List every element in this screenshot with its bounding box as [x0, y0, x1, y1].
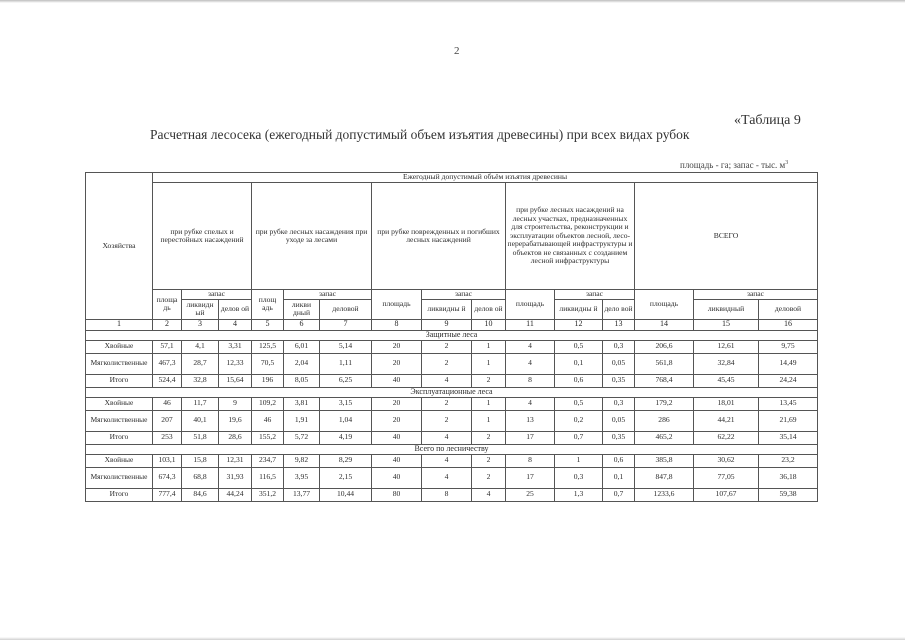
table-cell: 179,2	[635, 397, 694, 410]
header-liquid: ликвидны й	[555, 299, 603, 319]
header-stock: запас	[555, 290, 635, 300]
table-cell: 80	[372, 488, 422, 501]
table-cell: 20	[372, 353, 422, 374]
table-cell: 4	[506, 397, 555, 410]
table-cell: 10,44	[320, 488, 372, 501]
table-cell: 0,1	[555, 353, 603, 374]
column-number: 12	[555, 319, 603, 330]
column-number: 4	[219, 319, 252, 330]
table-cell: 17	[506, 431, 555, 444]
column-number: 16	[759, 319, 818, 330]
table-row	[86, 374, 818, 387]
table-cell: 4	[506, 353, 555, 374]
section-row	[86, 387, 818, 397]
table-cell: 40	[372, 431, 422, 444]
table-cell: 116,5	[252, 467, 284, 488]
table-cell: 40	[372, 454, 422, 467]
table-cell: 20	[372, 397, 422, 410]
table-cell: 15,8	[182, 454, 219, 467]
table-cell: 1,04	[320, 410, 372, 431]
header-group-total: ВСЕГО	[635, 183, 818, 290]
header-stock: запас	[284, 290, 372, 300]
units-note	[680, 160, 788, 170]
table-cell: 45,45	[694, 374, 759, 387]
table-cell: 1	[472, 410, 506, 431]
column-number: 15	[694, 319, 759, 330]
header-liquid: ликвидный	[694, 299, 759, 319]
column-number: 2	[153, 319, 182, 330]
column-number: 10	[472, 319, 506, 330]
table-cell: 0,6	[603, 454, 635, 467]
table-cell: 103,1	[153, 454, 182, 467]
table-cell: 351,2	[252, 488, 284, 501]
table-cell: 35,14	[759, 431, 818, 444]
column-number: 11	[506, 319, 555, 330]
table-cell: 3,15	[320, 397, 372, 410]
column-number-row	[86, 319, 818, 330]
table-cell: 40	[372, 374, 422, 387]
table-cell: 31,93	[219, 467, 252, 488]
table-cell: 107,67	[694, 488, 759, 501]
table-cell: 234,7	[252, 454, 284, 467]
table-cell: 6,01	[284, 340, 320, 353]
table-cell: 8	[422, 488, 472, 501]
row-label: Итого	[86, 488, 153, 501]
column-number: 1	[86, 319, 153, 330]
table-cell: 2	[472, 467, 506, 488]
table-cell: 2	[422, 353, 472, 374]
header-commercial: делов ой	[219, 299, 252, 319]
table-cell: 46	[153, 397, 182, 410]
section-row	[86, 330, 818, 340]
table-cell: 4,1	[182, 340, 219, 353]
page-number: 2	[454, 45, 460, 57]
table-cell: 0,35	[603, 431, 635, 444]
column-number: 3	[182, 319, 219, 330]
table-cell: 8	[506, 454, 555, 467]
table-cell: 0,3	[603, 397, 635, 410]
column-number: 14	[635, 319, 694, 330]
header-commercial: дело вой	[603, 299, 635, 319]
table-cell: 3,31	[219, 340, 252, 353]
table-cell: 207	[153, 410, 182, 431]
table-cell: 19,6	[219, 410, 252, 431]
row-label: Итого	[86, 431, 153, 444]
row-label: Хвойные	[86, 454, 153, 467]
table-row	[86, 467, 818, 488]
table-cell: 62,22	[694, 431, 759, 444]
table-cell: 465,2	[635, 431, 694, 444]
header-liquid: ликвидн ый	[182, 299, 219, 319]
header-stock: запас	[182, 290, 252, 300]
header-stock: запас	[422, 290, 506, 300]
table-cell: 3,95	[284, 467, 320, 488]
table-cell: 68,8	[182, 467, 219, 488]
table-row	[86, 454, 818, 467]
row-label: Хвойные	[86, 397, 153, 410]
table-cell: 15,64	[219, 374, 252, 387]
table-cell: 2	[472, 374, 506, 387]
table-cell: 777,4	[153, 488, 182, 501]
table-row	[86, 340, 818, 353]
table-cell: 40	[372, 467, 422, 488]
section-title: Эксплуатационные леса	[86, 387, 818, 397]
table-cell: 2	[472, 431, 506, 444]
table-cell: 847,8	[635, 467, 694, 488]
table-cell: 59,38	[759, 488, 818, 501]
table-cell: 0,3	[603, 340, 635, 353]
table-cell: 0,05	[603, 353, 635, 374]
section-title: Защитные леса	[86, 330, 818, 340]
table-cell: 4	[472, 488, 506, 501]
table-cell: 4	[422, 454, 472, 467]
table-cell: 4	[422, 374, 472, 387]
header-commercial: деловой	[320, 299, 372, 319]
units-superscript: 3	[785, 160, 789, 166]
table-cell: 4	[422, 431, 472, 444]
table-cell: 1	[472, 397, 506, 410]
table-cell: 2,04	[284, 353, 320, 374]
table-cell: 0,7	[555, 431, 603, 444]
table-cell: 28,6	[219, 431, 252, 444]
table-cell: 0,7	[603, 488, 635, 501]
table-cell: 0,05	[603, 410, 635, 431]
table-cell: 385,8	[635, 454, 694, 467]
table-cell: 17	[506, 467, 555, 488]
header-group-construction: при рубке лесных насаждений на лесных участках, предназначенных для строительства, реконструкции и эксплуатации объектов лесной, лесо-перерабатывающей инфраструктуры и объектов не связанных с созданием лесной инфраструктуры	[506, 183, 635, 290]
table-cell: 4,19	[320, 431, 372, 444]
row-label: Мягколиственные	[86, 467, 153, 488]
header-group-mature: при рубке спелых и перестойных насаждений	[153, 183, 252, 290]
table-cell: 2,15	[320, 467, 372, 488]
table-cell: 561,8	[635, 353, 694, 374]
table-cell: 0,5	[555, 397, 603, 410]
table-cell: 8,05	[284, 374, 320, 387]
table-cell: 70,5	[252, 353, 284, 374]
row-label: Итого	[86, 374, 153, 387]
table-cell: 206,6	[635, 340, 694, 353]
table-cell: 524,4	[153, 374, 182, 387]
table-row	[86, 431, 818, 444]
table-cell: 0,1	[603, 467, 635, 488]
header-group-thinning: при рубке лесных насаждения при уходе за лесами	[252, 183, 372, 290]
document-title: Расчетная лесосека (ежегодный допустимый объем изъятия древесины) при всех видах рубок	[150, 127, 690, 142]
table-cell: 40,1	[182, 410, 219, 431]
table-cell: 2	[422, 397, 472, 410]
header-commercial: деловой	[759, 299, 818, 319]
table-cell: 467,3	[153, 353, 182, 374]
table-cell: 44,24	[219, 488, 252, 501]
table-row	[86, 353, 818, 374]
table-row	[86, 488, 818, 501]
table-cell: 20	[372, 340, 422, 353]
header-area: площа дь	[153, 290, 182, 320]
scan-top-edge	[0, 0, 905, 3]
table-cell: 0,2	[555, 410, 603, 431]
table-cell: 36,18	[759, 467, 818, 488]
header-stock: запас	[694, 290, 818, 300]
table-cell: 109,2	[252, 397, 284, 410]
table-cell: 18,01	[694, 397, 759, 410]
table-cell: 11,7	[182, 397, 219, 410]
table-cell: 5,14	[320, 340, 372, 353]
section-row	[86, 444, 818, 454]
table-cell: 32,84	[694, 353, 759, 374]
column-number: 6	[284, 319, 320, 330]
table-cell: 13,77	[284, 488, 320, 501]
table-cell: 8,29	[320, 454, 372, 467]
table-cell: 9,75	[759, 340, 818, 353]
table-cell: 768,4	[635, 374, 694, 387]
table-row	[86, 397, 818, 410]
column-number: 13	[603, 319, 635, 330]
table-cell: 0,35	[603, 374, 635, 387]
table-cell: 1	[472, 353, 506, 374]
row-label: Мягколиственные	[86, 353, 153, 374]
table-cell: 0,6	[555, 374, 603, 387]
header-group-damaged: при рубке поврежденных и погибших лесных насаждений	[372, 183, 506, 290]
table-cell: 77,05	[694, 467, 759, 488]
header-area: площадь	[506, 290, 555, 320]
table-cell: 28,7	[182, 353, 219, 374]
table-cell: 25	[506, 488, 555, 501]
table-cell: 20	[372, 410, 422, 431]
table-cell: 84,6	[182, 488, 219, 501]
header-liquid: ликви дный	[284, 299, 320, 319]
table-cell: 23,2	[759, 454, 818, 467]
table-cell: 32,8	[182, 374, 219, 387]
column-number: 5	[252, 319, 284, 330]
table-cell: 9	[219, 397, 252, 410]
column-number: 8	[372, 319, 422, 330]
table-cell: 1	[555, 454, 603, 467]
table-cell: 1,91	[284, 410, 320, 431]
header-annual-volume: Ежегодный допустимый объём изъятия древесины	[153, 173, 818, 183]
table-cell: 30,62	[694, 454, 759, 467]
table-cell: 2	[422, 340, 472, 353]
table-cell: 13,45	[759, 397, 818, 410]
table-cell: 24,24	[759, 374, 818, 387]
table-cell: 12,61	[694, 340, 759, 353]
table-cell: 3,81	[284, 397, 320, 410]
table-cell: 2	[472, 454, 506, 467]
table-cell: 1233,6	[635, 488, 694, 501]
column-number: 7	[320, 319, 372, 330]
table-cell: 14,49	[759, 353, 818, 374]
table-cell: 13	[506, 410, 555, 431]
table-cell: 12,33	[219, 353, 252, 374]
header-area: площадь	[635, 290, 694, 320]
table-cell: 51,8	[182, 431, 219, 444]
header-area: площадь	[372, 290, 422, 320]
table-cell: 5,72	[284, 431, 320, 444]
table-cell: 2	[422, 410, 472, 431]
table-cell: 286	[635, 410, 694, 431]
header-farm: Хозяйства	[86, 173, 153, 320]
table-cell: 57,1	[153, 340, 182, 353]
row-label: Хвойные	[86, 340, 153, 353]
header-commercial: делов ой	[472, 299, 506, 319]
section-title: Всего по лесничеству	[86, 444, 818, 454]
table-cell: 155,2	[252, 431, 284, 444]
table-cell: 6,25	[320, 374, 372, 387]
table-cell: 21,69	[759, 410, 818, 431]
table-cell: 1,3	[555, 488, 603, 501]
table-number: «Таблица 9	[734, 113, 801, 128]
header-area: площ адь	[252, 290, 284, 320]
table-cell: 8	[506, 374, 555, 387]
table-cell: 9,82	[284, 454, 320, 467]
table-cell: 253	[153, 431, 182, 444]
table-cell: 44,21	[694, 410, 759, 431]
table-cell: 46	[252, 410, 284, 431]
table-cell: 0,5	[555, 340, 603, 353]
table-cell: 0,3	[555, 467, 603, 488]
table-cell: 1,11	[320, 353, 372, 374]
header-liquid: ликвидны й	[422, 299, 472, 319]
row-label: Мягколиственные	[86, 410, 153, 431]
table-cell: 12,31	[219, 454, 252, 467]
table-cell: 196	[252, 374, 284, 387]
harvest-table	[85, 172, 818, 502]
table-cell: 125,5	[252, 340, 284, 353]
table-cell: 674,3	[153, 467, 182, 488]
table-cell: 1	[472, 340, 506, 353]
units-text: площадь - га; запас - тыс. м	[680, 160, 786, 170]
table-row	[86, 410, 818, 431]
table-cell: 4	[422, 467, 472, 488]
column-number: 9	[422, 319, 472, 330]
table-cell: 4	[506, 340, 555, 353]
